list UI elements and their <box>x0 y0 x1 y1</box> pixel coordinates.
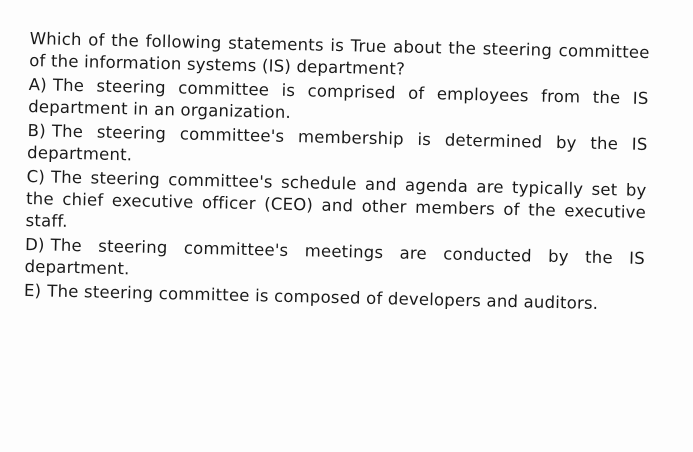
option-text: The steering committee's meetings are conducted by the IS department. <box>24 235 646 279</box>
option-letter: A) <box>28 74 48 95</box>
option-text: The steering committee is composed of developers and auditors. <box>47 281 599 313</box>
option-letter: C) <box>26 166 46 187</box>
option-text: The steering committee's membership is determined by the IS department. <box>26 121 648 165</box>
question-text: Which of the following statements is True about the steering committee of the information systems (IS) department? <box>29 28 650 79</box>
option-letter: D) <box>24 234 45 255</box>
option-letter: E) <box>23 280 42 301</box>
question-block <box>24 28 650 318</box>
option-text: The steering committee is comprised of employees from the IS department in an organization. <box>28 75 649 122</box>
option-text: The steering committee's schedule and agenda are typically set by the chief executive officer (CEO) and other members of the executive staff. <box>25 167 647 231</box>
option-c[interactable] <box>25 166 646 246</box>
option-letter: B) <box>27 120 47 141</box>
